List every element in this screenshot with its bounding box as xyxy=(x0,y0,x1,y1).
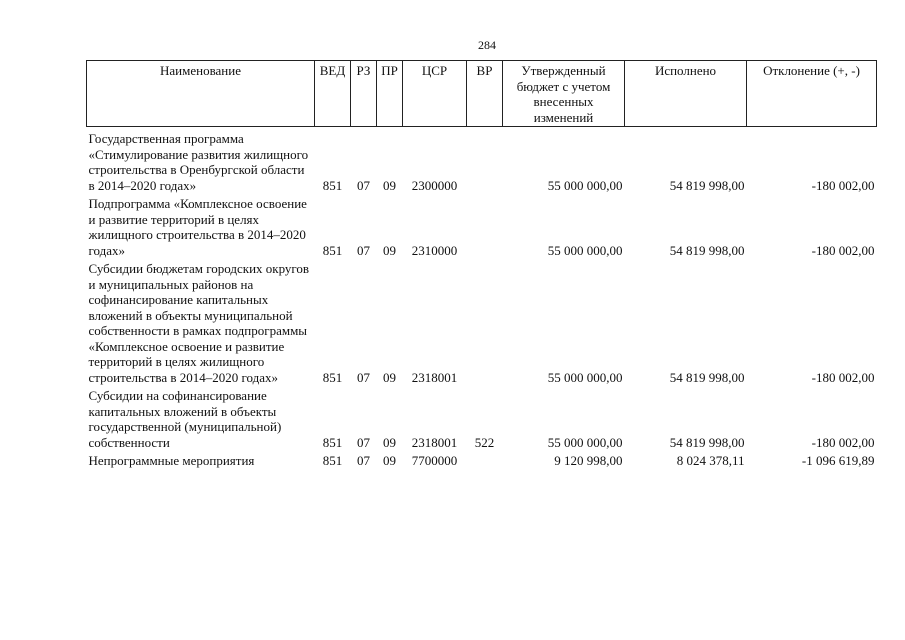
row-approved: 55 000 000,00 xyxy=(547,242,623,258)
row-executed: 54 819 998,00 xyxy=(669,434,745,450)
row-deviation: -180 002,00 xyxy=(811,177,875,193)
row-vr xyxy=(467,196,503,261)
row-pr: 09 xyxy=(383,369,396,385)
row-executed: 54 819 998,00 xyxy=(669,242,745,258)
table-header-row xyxy=(87,61,877,127)
row-csr: 7700000 xyxy=(411,453,458,468)
budget-execution-table xyxy=(86,60,877,472)
row-ved: 851 xyxy=(322,369,343,385)
row-rz: 07 xyxy=(357,242,370,258)
row-approved: 55 000 000,00 xyxy=(547,177,623,193)
row-vr xyxy=(467,127,503,197)
row-deviation: -180 002,00 xyxy=(811,242,875,258)
row-pr: 09 xyxy=(383,177,396,193)
table-row xyxy=(87,453,877,472)
row-vr xyxy=(467,261,503,388)
page-number: 284 xyxy=(478,38,496,52)
header-name: Наименование xyxy=(87,61,315,127)
row-ved: 851 xyxy=(322,242,343,258)
row-approved: 55 000 000,00 xyxy=(547,369,623,385)
row-rz: 07 xyxy=(357,177,370,193)
row-name: Непрограммные мероприятия xyxy=(88,453,255,468)
row-pr: 09 xyxy=(383,434,396,450)
row-executed: 54 819 998,00 xyxy=(669,369,745,385)
table-row xyxy=(87,196,877,261)
row-rz: 07 xyxy=(357,434,370,450)
row-ved: 851 xyxy=(322,177,343,193)
row-executed: 54 819 998,00 xyxy=(669,177,745,193)
header-deviation: Отклонение (+, -) xyxy=(747,61,877,127)
row-deviation: -180 002,00 xyxy=(811,434,875,450)
row-name: Субсидии бюджетам городских округов и муниципальных районов на софинансирование капитальных вложений в объекты муниципальной собственности в рамках подпрограммы «Комплексное освоение и развитие территорий в целях жилищного строительства в 2014–2020 годах» xyxy=(88,261,310,385)
row-csr: 2300000 xyxy=(411,177,458,193)
row-approved: 55 000 000,00 xyxy=(547,434,623,450)
row-executed: 8 024 378,11 xyxy=(676,453,745,468)
row-pr: 09 xyxy=(383,242,396,258)
row-ved: 851 xyxy=(322,453,343,468)
row-name: Государственная программа «Стимулирование развития жилищного строительства в Оренбургской области в 2014–2020 годах» xyxy=(88,131,309,193)
row-pr: 09 xyxy=(383,453,396,468)
row-approved: 9 120 998,00 xyxy=(554,453,623,468)
row-rz: 07 xyxy=(357,453,370,468)
table-row xyxy=(87,388,877,453)
row-name: Субсидии на софинансирование капитальных вложений в объекты государственной (муниципальной) собственности xyxy=(88,388,282,450)
row-rz: 07 xyxy=(357,369,370,385)
header-vr: ВР xyxy=(467,61,503,127)
row-vr xyxy=(467,453,503,472)
row-csr: 2318001 xyxy=(411,434,458,450)
header-pr: ПР xyxy=(377,61,403,127)
table-row xyxy=(87,127,877,197)
row-csr: 2318001 xyxy=(411,369,458,385)
row-vr: 522 xyxy=(474,434,495,450)
row-name: Подпрограмма «Комплексное освоение и развитие территорий в целях жилищного строительства в 2014–2020 годах» xyxy=(88,196,307,258)
row-csr: 2310000 xyxy=(411,242,458,258)
row-deviation: -180 002,00 xyxy=(811,369,875,385)
row-deviation: -1 096 619,89 xyxy=(801,453,875,468)
row-ved: 851 xyxy=(322,434,343,450)
header-csr: ЦСР xyxy=(403,61,467,127)
table-row xyxy=(87,261,877,388)
header-executed: Исполнено xyxy=(625,61,747,127)
header-ved: ВЕД xyxy=(315,61,351,127)
header-rz: РЗ xyxy=(351,61,377,127)
header-approved: Утвержденный бюджет с учетом внесенных изменений xyxy=(503,61,625,127)
